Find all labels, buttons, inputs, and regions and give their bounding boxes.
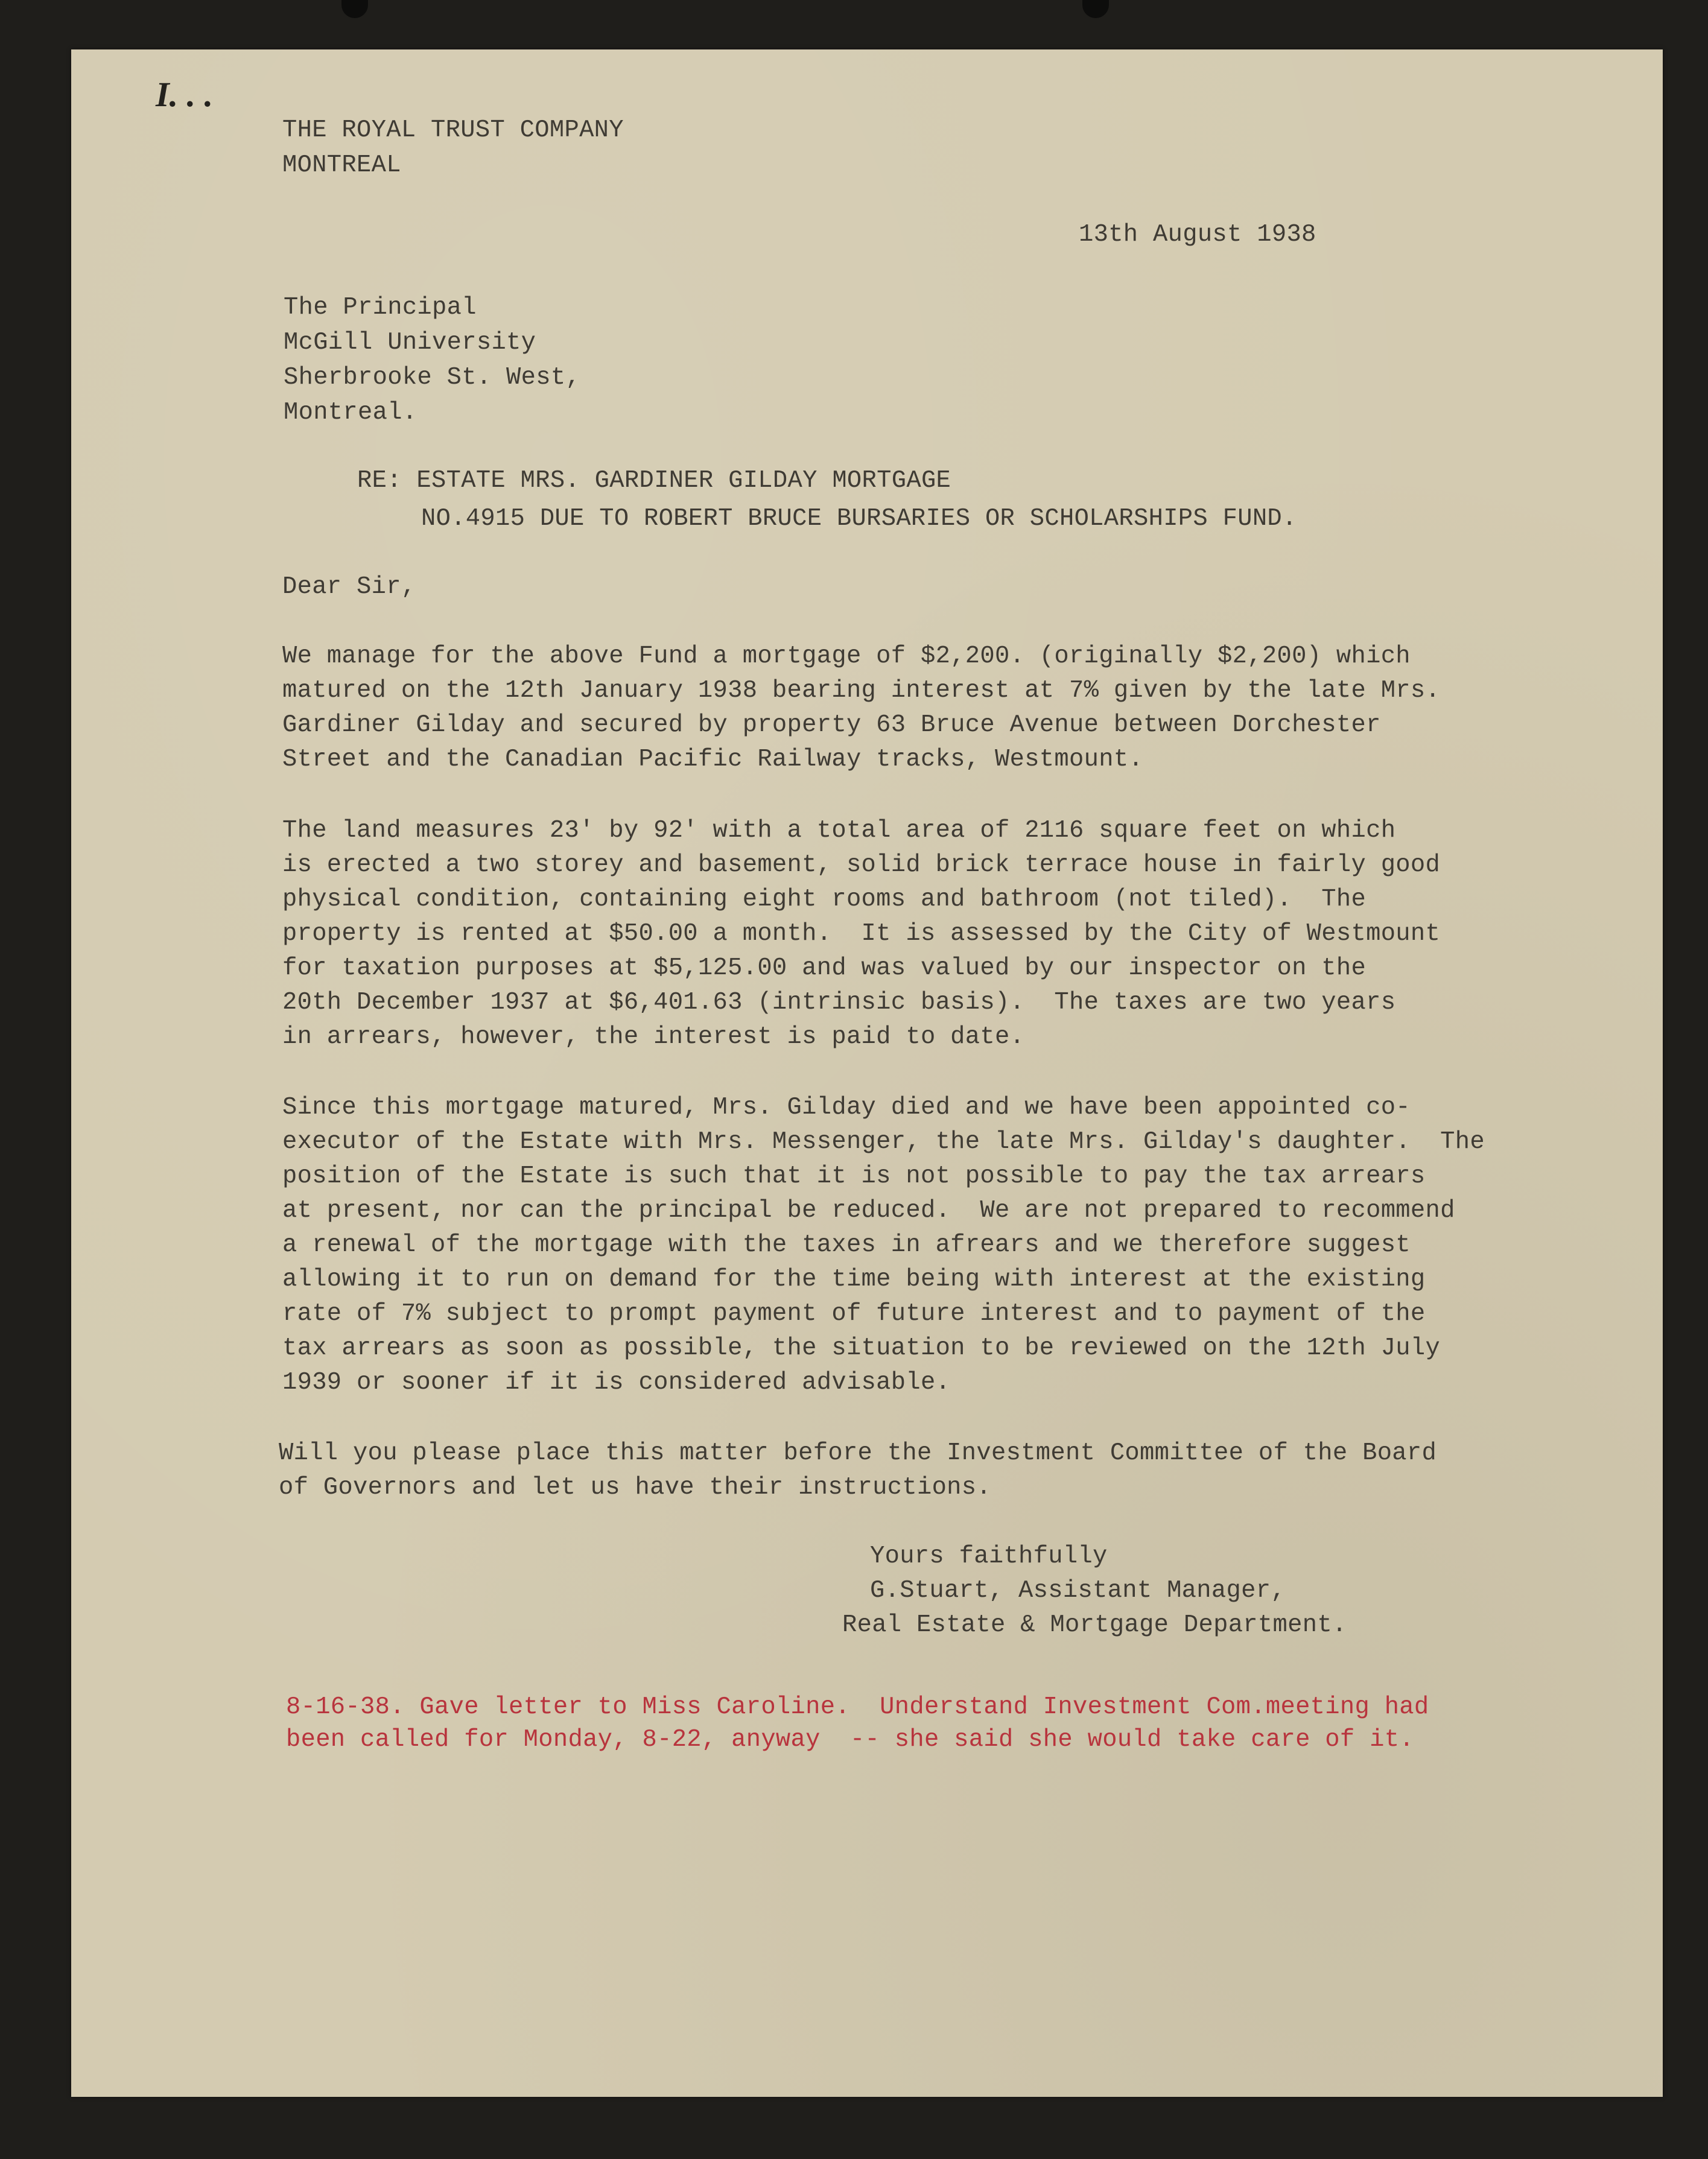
subject-line: RE: ESTATE MRS. GARDINER GILDAY MORTGAGE [357,467,951,495]
body-line: position of the Estate is such that it is not possible to pay the tax arrears [282,1162,1426,1190]
closing-line: Yours faithfully [870,1542,1108,1570]
recipient-line: The Principal [284,294,477,322]
body-line: Street and the Canadian Pacific Railway tracks, Westmount. [282,746,1144,773]
salutation: Dear Sir, [282,573,416,601]
body-line: allowing it to run on demand for the time being with interest at the existing [282,1266,1426,1293]
body-line: 1939 or sooner if it is considered advisable. [282,1369,951,1397]
body-line: of Governors and let us have their instructions. [279,1474,991,1501]
body-line: 20th December 1937 at $6,401.63 (intrinsic basis). The taxes are two years [282,989,1396,1016]
recipient-line: Montreal. [284,399,417,426]
body-line: tax arrears as soon as possible, the situation to be reviewed on the 12th July [282,1334,1441,1362]
body-line: We manage for the above Fund a mortgage of $2,200. (originally $2,200) which [282,642,1411,670]
letter-page [71,49,1663,2097]
body-line: executor of the Estate with Mrs. Messenger, the late Mrs. Gilday's daughter. The [282,1128,1485,1156]
annotation-line: been called for Monday, 8-22, anyway -- she said she would take care of it. [286,1726,1414,1754]
body-line: at present, nor can the principal be reduced. We are not prepared to recommend [282,1197,1455,1225]
closing-line: Real Estate & Mortgage Department. [842,1611,1347,1639]
body-line: Will you please place this matter before the Investment Committee of the Board [279,1439,1437,1467]
body-line: property is rented at $50.00 a month. It is assessed by the City of Westmount [282,920,1441,948]
body-line: physical condition, containing eight rooms and bathroom (not tiled). The [282,886,1367,913]
closing-line: G.Stuart, Assistant Manager, [870,1577,1286,1605]
body-line: Gardiner Gilday and secured by property 63 Bruce Avenue between Dorchester [282,711,1381,739]
body-line: rate of 7% subject to prompt payment of future interest and to payment of the [282,1300,1426,1328]
body-line: in arrears, however, the interest is paid to date. [282,1023,1025,1051]
body-line: Since this mortgage matured, Mrs. Gilday died and we have been appointed co- [282,1094,1411,1121]
binder-hole [1082,0,1109,18]
handwritten-mark: I. . . [156,75,214,114]
letter-date: 13th August 1938 [1079,221,1316,249]
letterhead-company: THE ROYAL TRUST COMPANY [282,116,624,144]
letterhead-city: MONTREAL [282,151,401,179]
body-line: a renewal of the mortgage with the taxes in afrears and we therefore suggest [282,1231,1411,1259]
recipient-line: McGill University [284,329,536,357]
annotation-line: 8-16-38. Gave letter to Miss Caroline. Understand Investment Com.meeting had [286,1693,1429,1721]
recipient-line: Sherbrooke St. West, [284,364,581,392]
body-line: is erected a two storey and basement, solid brick terrace house in fairly good [282,851,1441,879]
binder-hole [341,0,368,18]
subject-line: NO.4915 DUE TO ROBERT BRUCE BURSARIES OR SCHOLARSHIPS FUND. [421,505,1297,533]
body-line: matured on the 12th January 1938 bearing interest at 7% given by the late Mrs. [282,677,1441,705]
body-line: for taxation purposes at $5,125.00 and was valued by our inspector on the [282,954,1367,982]
body-line: The land measures 23' by 92' with a total area of 2116 square feet on which [282,817,1396,845]
